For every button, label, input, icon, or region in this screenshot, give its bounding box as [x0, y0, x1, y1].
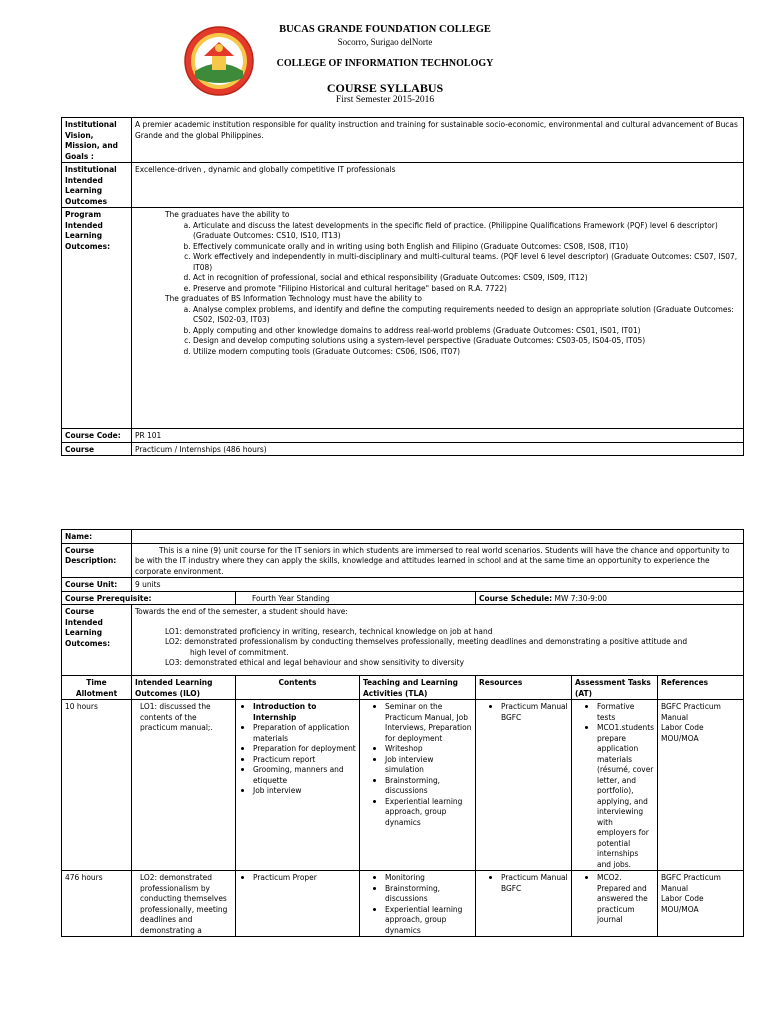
ilo-text: Excellence-driven , dynamic and globally competitive IT professionals	[132, 163, 744, 208]
cilo-lo2-continued: high level of commitment.	[190, 646, 289, 657]
plo-intro-2: The graduates of BS Information Technology must have the ability to	[165, 293, 422, 303]
reference-item: Labor Code	[661, 722, 704, 732]
plo-label: Program Intended Learning Outcomes:	[62, 208, 132, 429]
header-time-allotment: Time Allotment	[62, 676, 132, 700]
resources-list	[479, 872, 568, 893]
list-item: • Experiential learning approach, group dynamics	[385, 904, 472, 936]
contents-list	[239, 701, 356, 796]
list-item: • Brainstorming, discussions	[385, 775, 472, 796]
row-references	[658, 700, 744, 871]
row-ilo: LO1: discussed the contents of the practicum manual;.	[132, 700, 236, 871]
course-description-body: This is a nine (9) unit course for the IT seniors in which students are immersed to real world scenarios. Students will have the chance and opportunity to be with the IT industry where they can apply the skills, knowledge and attitudes learned in school and at the same time an opportunity to experience the corporate environment.	[135, 544, 730, 576]
resources-list	[479, 701, 568, 722]
plo-list-item: a. Analyse complex problems, and identify and define the computing requirements needed to design an appropriate solution (Graduate Outcomes: CS02, IS02-03, IT03)	[193, 304, 740, 325]
cilo-label: Course Intended Learning Outcomes:	[62, 605, 132, 676]
list-item: • Practicum Manual BGFC	[501, 701, 568, 722]
assessment-list	[575, 701, 654, 869]
college-name: BUCAS GRANDE FOUNDATION COLLEGE	[279, 24, 491, 35]
course-unit-value: 9 units	[132, 578, 744, 592]
table-row	[62, 871, 744, 937]
cilo-lo3: LO3: demonstrated ethical and legal behaviour and show sensitivity to diversity	[165, 657, 465, 667]
row-time: 10 hours	[62, 700, 132, 871]
list-item: • Job interview	[253, 785, 356, 796]
reference-item: BGFC Practicum Manual	[661, 701, 721, 722]
course-prerequisite-label: Course Prerequisite:	[62, 591, 236, 605]
row-tla	[360, 871, 476, 937]
plo-list-1	[135, 220, 740, 294]
tla-list	[363, 872, 472, 935]
table-row	[62, 700, 744, 871]
list-item: • Seminar on the Practicum Manual, Job Interviews, Preparation for deployment	[385, 701, 472, 743]
contents-list	[239, 872, 356, 883]
cilo-intro: Towards the end of the semester, a student should have:	[135, 606, 348, 616]
row-references	[658, 871, 744, 937]
row-ilo: LO2: demonstrated professionalism by conducting themselves professionally, meeting deadlines and demonstrating a	[132, 871, 236, 937]
reference-item: Labor Code	[661, 893, 704, 903]
list-item: • Practicum Proper	[253, 872, 356, 883]
semester: First Semester 2015-2016	[335, 95, 435, 105]
list-item: • Grooming, manners and etiquette	[253, 764, 356, 785]
plo-list-item: d. Utilize modern computing tools (Graduate Outcomes: CS06, IS06, IT07)	[193, 346, 740, 357]
ilo-label: Institutional Intended Learning Outcomes	[62, 163, 132, 208]
course-schedule-value: MW 7:30-9:00	[554, 592, 607, 603]
header-tla: Teaching and Learning Activities (TLA)	[360, 676, 476, 700]
list-item: • Job interview simulation	[385, 754, 472, 775]
row-tla	[360, 700, 476, 871]
list-item: • Formative tests	[597, 701, 654, 722]
plo-list-item: e. Preserve and promote "Filipino Historical and cultural heritage" based on R.A. 7722)	[193, 283, 740, 294]
tla-list	[363, 701, 472, 827]
course-code-label: Course Code:	[62, 429, 132, 443]
course-description-text	[132, 543, 744, 578]
assessment-list	[575, 872, 654, 925]
course-description-label: Course Description:	[62, 543, 132, 578]
course-label: Course	[62, 442, 132, 456]
row-resources	[476, 700, 572, 871]
list-item: • MCO1.students prepare application materials (résumé, cover letter, and portfolio), applying, and interviewing with employers for potential internships and jobs.	[597, 722, 654, 869]
institutional-outcomes-table	[61, 117, 744, 456]
course-details-table	[61, 529, 744, 937]
list-item: • MCO2. Prepared and answered the practicum journal	[597, 872, 654, 925]
plo-list-item: b. Effectively communicate orally and in writing using both English and Filipino (Graduate Outcomes: CS08, IS08, IT10)	[193, 241, 740, 252]
course-schedule-label: Course Schedule:	[479, 592, 553, 603]
plo-list-item: c. Work effectively and independently in multi-disciplinary and multi-cultural teams. (PQF level 6 level descriptor) (Graduate Outcomes: CS07, IS07, IT08)	[193, 251, 740, 272]
list-item: • Brainstorming, discussions	[385, 883, 472, 904]
course-prerequisite-value: Fourth Year Standing	[236, 591, 476, 605]
plo-list-item: b. Apply computing and other knowledge domains to address real-world problems (Graduate Outcomes: CS01, IS01, IT01)	[193, 325, 740, 336]
reference-item: MOU/MOA	[661, 903, 699, 914]
row-contents	[236, 700, 360, 871]
cilo-lo2: LO2: demonstrated professionalism by conducting themselves professionally, meeting deadlines and demonstrating a positive attitude and	[165, 636, 688, 646]
plo-list-item: d. Act in recognition of professional, social and ethical responsibility (Graduate Outcomes: CS09, IS09, IT12)	[193, 272, 740, 283]
list-item: • Writeshop	[385, 743, 472, 754]
header-contents: Contents	[236, 676, 360, 700]
list-item: • Preparation for deployment	[253, 743, 356, 754]
list-item: • Experiential learning approach, group dynamics	[385, 796, 472, 828]
course-schedule	[476, 591, 744, 605]
vmg-text: A premier academic institution responsible for quality instruction and training for sustainable socio-economic, environmental and cultural advancement of Bucas Grande and the global Philippines.	[132, 118, 744, 163]
vmg-label: Institutional Vision, Mission, and Goals :	[62, 118, 132, 163]
row-resources	[476, 871, 572, 937]
syllabus-header	[0, 0, 768, 115]
page-title: COURSE SYLLABUS	[326, 81, 444, 95]
cilo-lo1: LO1: demonstrated proficiency in writing, research, technical knowledge on job at hand	[165, 625, 493, 636]
reference-item: BGFC Practicum Manual	[661, 872, 721, 893]
row-time: 476 hours	[62, 871, 132, 937]
row-assessment	[572, 700, 658, 871]
header-references: References	[658, 676, 744, 700]
header-ilo: Intended Learning Outcomes (ILO)	[132, 676, 236, 700]
row-contents	[236, 871, 360, 937]
list-item: • Monitoring	[385, 872, 472, 883]
name-value	[132, 530, 744, 544]
row-assessment	[572, 871, 658, 937]
list-item: • Preparation of application materials	[253, 722, 356, 743]
course-value: Practicum / Internships (486 hours)	[132, 442, 744, 456]
name-label: Name:	[62, 530, 132, 544]
college-location: Socorro, Surigao delNorte	[337, 37, 433, 47]
header-assessment-tasks: Assessment Tasks (AT)	[572, 676, 658, 700]
plo-list-item: a. Articulate and discuss the latest developments in the specific field of practice. (Philippine Qualifications Framework (PQF) level 6 descriptor) (Graduate Outcomes: CS10, IS10, IT13)	[193, 220, 740, 241]
department-name: COLLEGE OF INFORMATION TECHNOLOGY	[276, 58, 494, 69]
course-code-value: PR 101	[132, 429, 744, 443]
plo-content	[132, 208, 744, 429]
list-item: • Introduction to Internship	[253, 701, 356, 722]
list-item: • Practicum Manual BGFC	[501, 872, 568, 893]
cilo-content	[132, 605, 744, 676]
plo-intro-1: The graduates have the ability to	[165, 209, 290, 219]
list-item: • Practicum report	[253, 754, 356, 765]
course-unit-label: Course Unit:	[62, 578, 132, 592]
header-resources: Resources	[476, 676, 572, 700]
plo-list-item: c. Design and develop computing solutions using a system-level perspective (Graduate Outcomes: CS03-05, IS04-05, IT05)	[193, 335, 740, 346]
reference-item: MOU/MOA	[661, 732, 699, 743]
plo-list-2	[135, 304, 740, 357]
